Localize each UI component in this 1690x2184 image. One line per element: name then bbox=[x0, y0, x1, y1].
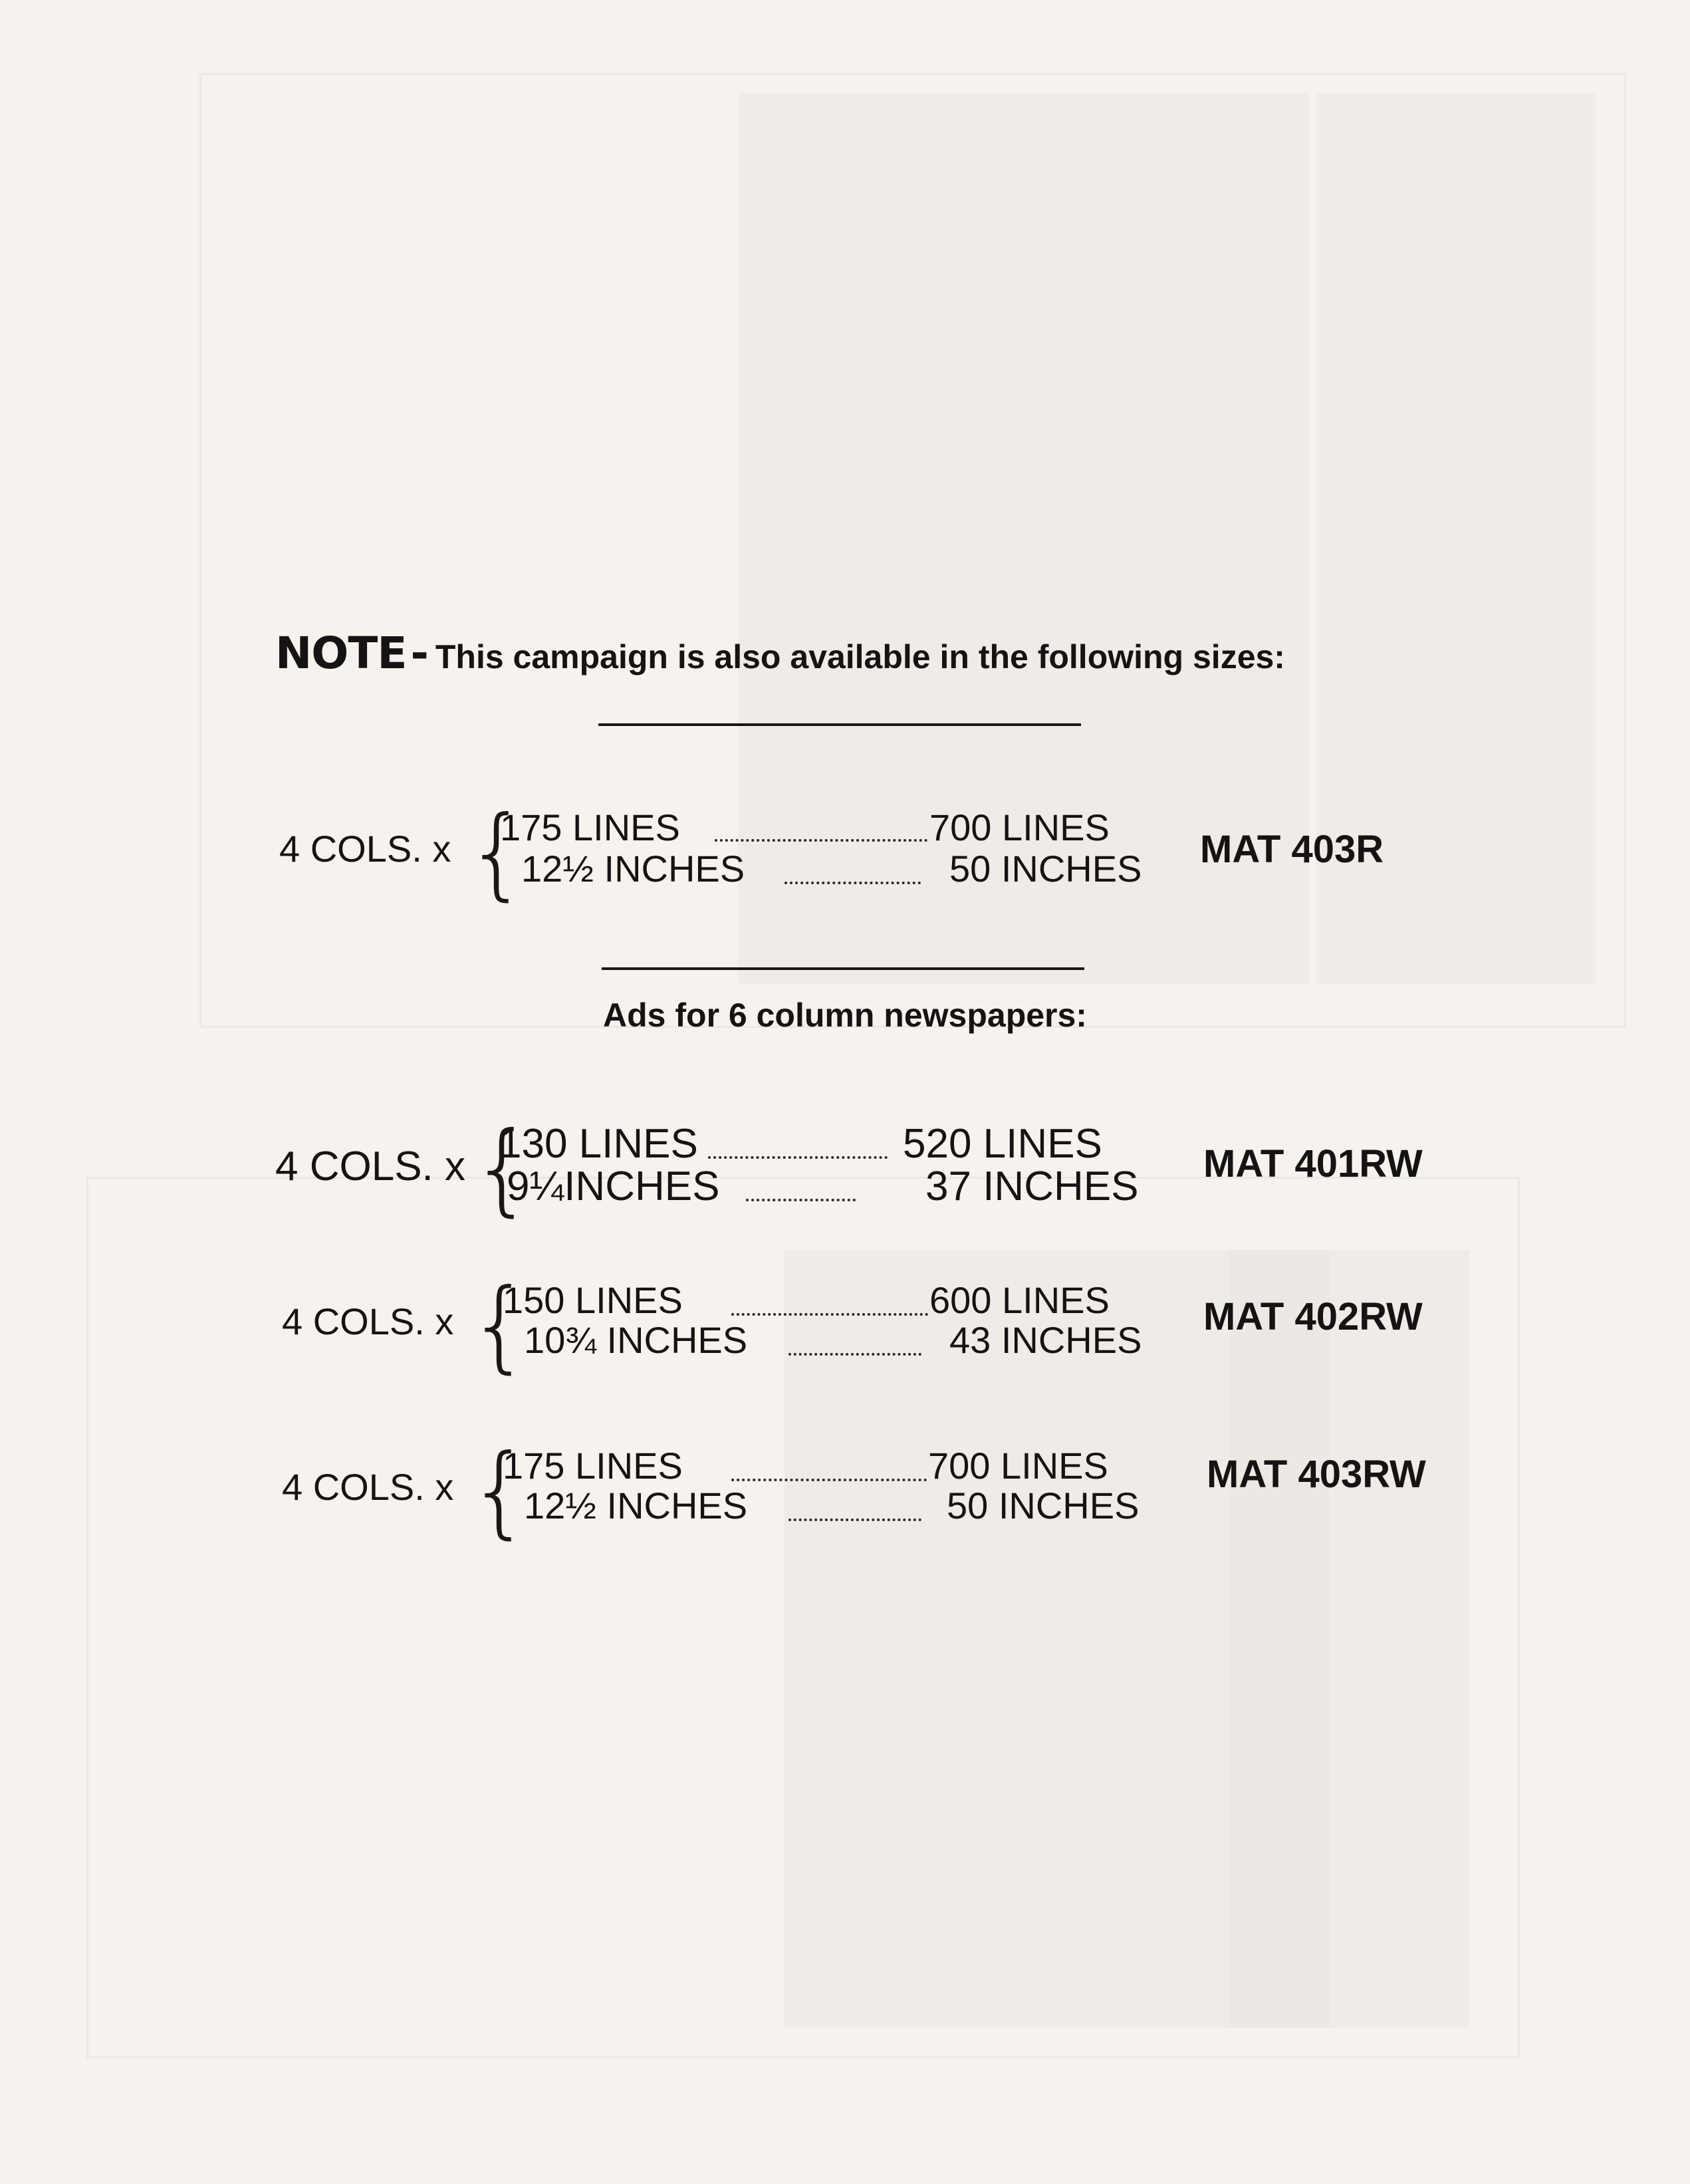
size-spec-row bbox=[0, 1268, 1690, 1384]
brace: { bbox=[468, 1433, 532, 1549]
brace: { bbox=[471, 1111, 535, 1227]
lines-value: 175 LINES bbox=[503, 1445, 683, 1487]
leader-dots bbox=[788, 1518, 921, 1521]
note-dash: - bbox=[410, 628, 429, 679]
inches-value: 12½ INCHES bbox=[521, 848, 745, 890]
lines-value: 150 LINES bbox=[503, 1279, 683, 1321]
mat-number: MAT 403RW bbox=[1207, 1453, 1426, 1496]
divider-rule-1 bbox=[598, 723, 1081, 726]
note-text: This campaign is also available in the following sizes: bbox=[435, 638, 1285, 675]
leader-dots bbox=[708, 1156, 888, 1159]
columns-label: 4 COLS. x bbox=[282, 1466, 454, 1508]
mat-number: MAT 403R bbox=[1200, 828, 1384, 871]
total-lines-value: 600 LINES bbox=[929, 1279, 1110, 1321]
leader-dots bbox=[746, 1199, 856, 1201]
inches-value: 9¼INCHES bbox=[507, 1163, 720, 1209]
lines-value: 175 LINES bbox=[500, 806, 680, 848]
lines-value: 130 LINES bbox=[499, 1121, 698, 1167]
columns-label: 4 COLS. x bbox=[279, 828, 451, 870]
leader-dots bbox=[788, 1353, 921, 1356]
leader-dots bbox=[715, 839, 927, 842]
columns-label: 4 COLS. x bbox=[275, 1144, 465, 1189]
total-lines-value: 700 LINES bbox=[928, 1445, 1108, 1487]
mat-number: MAT 401RW bbox=[1203, 1142, 1423, 1185]
columns-label: 4 COLS. x bbox=[282, 1300, 454, 1342]
size-spec-row bbox=[0, 1433, 1690, 1549]
brace: { bbox=[465, 795, 529, 911]
leader-dots bbox=[731, 1479, 927, 1481]
size-spec-row bbox=[0, 1111, 1690, 1227]
note-label: NOTE bbox=[275, 628, 407, 679]
total-inches-value: 50 INCHES bbox=[947, 1485, 1140, 1526]
total-lines-value: 700 LINES bbox=[929, 806, 1110, 848]
leader-dots bbox=[731, 1313, 928, 1316]
total-lines-value: 520 LINES bbox=[903, 1121, 1102, 1167]
subheading: Ads for 6 column newspapers: bbox=[603, 997, 1087, 1034]
total-inches-value: 37 INCHES bbox=[925, 1163, 1139, 1209]
size-spec-row bbox=[0, 795, 1690, 911]
total-inches-value: 50 INCHES bbox=[949, 848, 1142, 890]
inches-value: 12½ INCHES bbox=[524, 1485, 748, 1526]
inches-value: 10¾ INCHES bbox=[524, 1319, 748, 1361]
brace: { bbox=[468, 1268, 532, 1384]
divider-rule-2 bbox=[602, 967, 1084, 970]
total-inches-value: 43 INCHES bbox=[949, 1319, 1142, 1361]
note-line bbox=[275, 628, 1285, 679]
mat-number: MAT 402RW bbox=[1203, 1295, 1423, 1338]
leader-dots bbox=[785, 882, 921, 884]
